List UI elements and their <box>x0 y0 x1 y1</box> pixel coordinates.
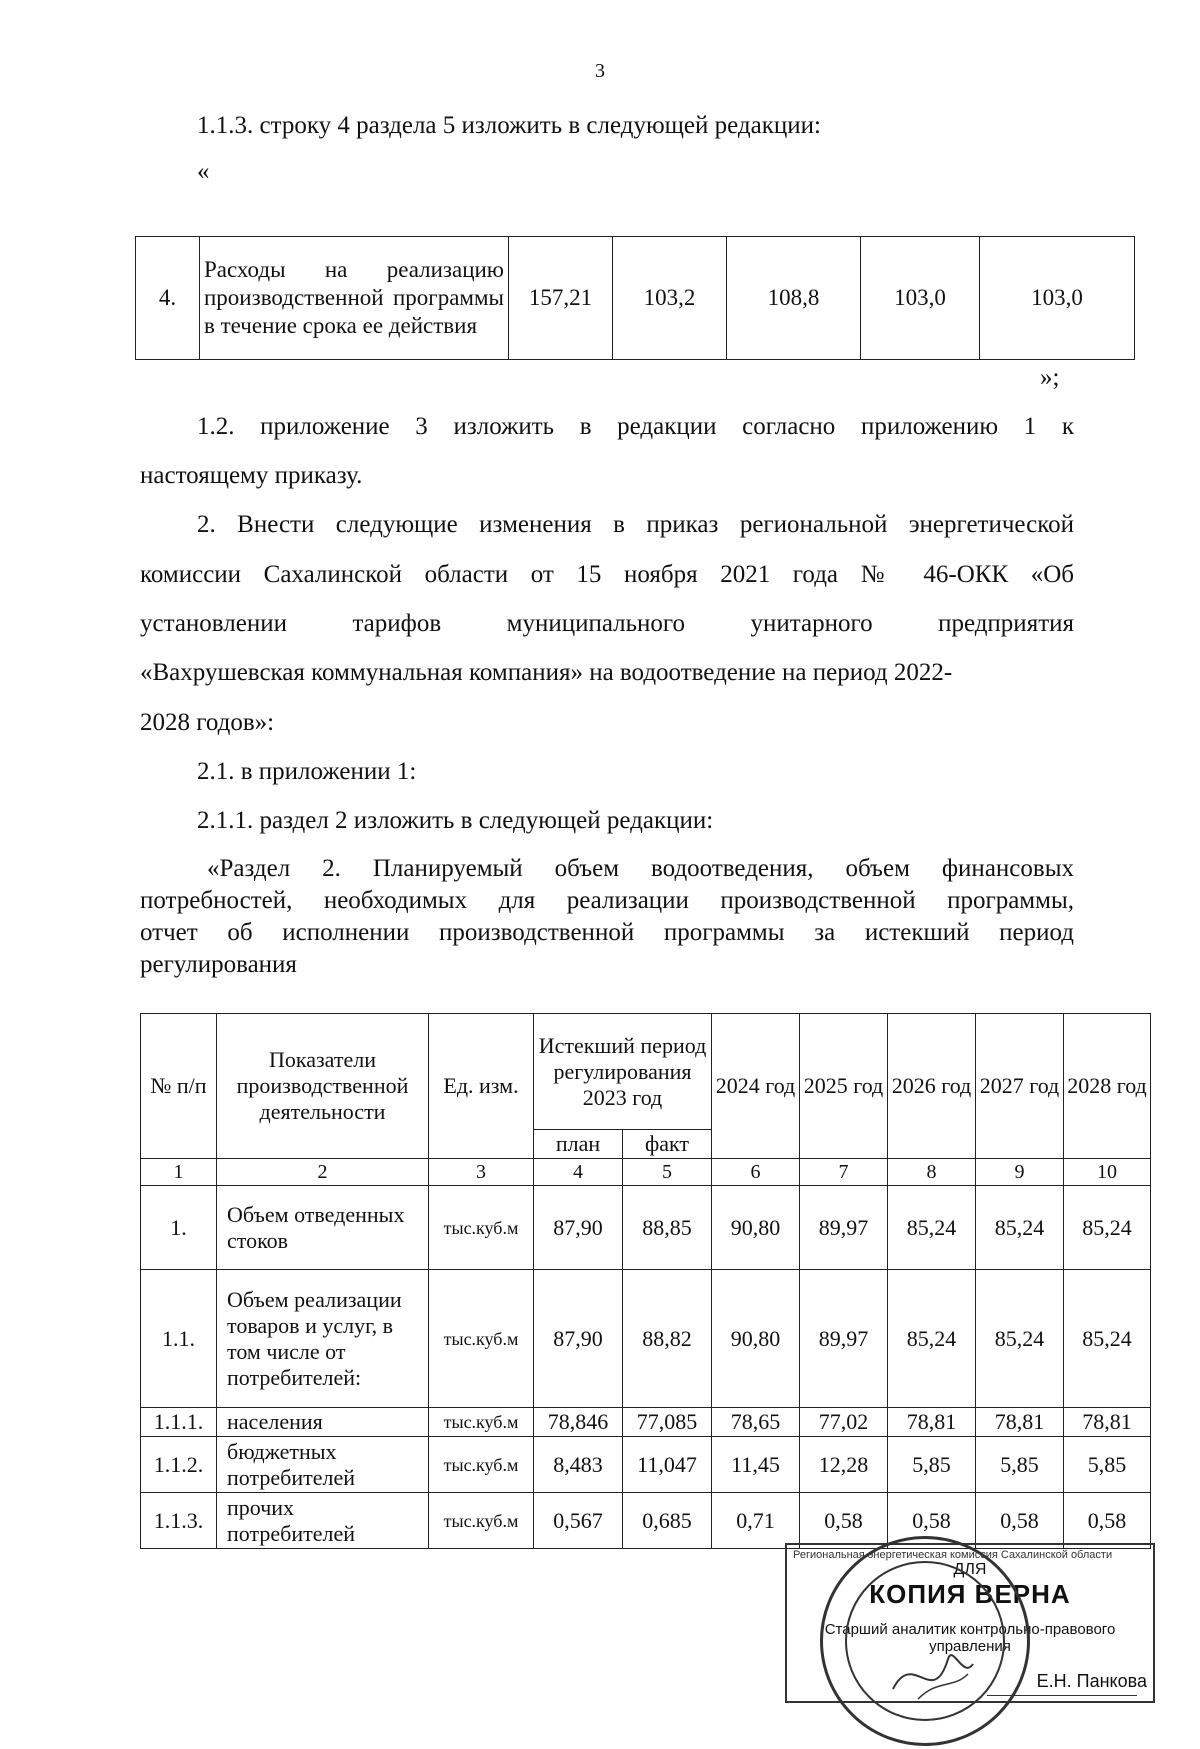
table-row <box>141 1270 1151 1408</box>
paragraph-2-line5: 2028 годов»: <box>140 709 275 736</box>
header-unit: Ед. изм. <box>429 1014 534 1159</box>
value-cell: 88,82 <box>623 1270 712 1408</box>
value-cell: 78,81 <box>1064 1408 1151 1437</box>
column-number: 1 <box>141 1159 217 1186</box>
header-indicator: Показатели производственной деятельности <box>217 1014 429 1159</box>
header-2026: 2026 год <box>888 1014 976 1159</box>
section-title-line1: «Раздел 2. Планируемый объем водоотведения, объем финансовых <box>207 855 1074 882</box>
table-row <box>141 1186 1151 1270</box>
official-seal <box>820 1536 1030 1746</box>
quote-open: « <box>197 158 210 185</box>
paragraph-2-line3: установлении тарифов муниципального унитарного предприятия <box>140 610 1074 637</box>
table-header-row <box>141 1014 1151 1130</box>
table-row <box>136 237 1135 360</box>
column-number: 10 <box>1064 1159 1151 1186</box>
value-cell: 89,97 <box>800 1186 888 1270</box>
value-cell: 0,58 <box>888 1493 976 1549</box>
value-cell: 8,483 <box>534 1437 623 1493</box>
value-cell: 85,24 <box>976 1186 1064 1270</box>
value-cell: 85,24 <box>888 1270 976 1408</box>
paragraph-2-line2: комиссии Сахалинской области от 15 ноября 2021 года № 46-ОКК «Об <box>140 561 1074 588</box>
value-cell: 0,58 <box>1064 1493 1151 1549</box>
stamp-name: Е.Н. Панкова <box>1036 1671 1147 1691</box>
value-cell: 78,81 <box>976 1408 1064 1437</box>
value-cell: 157,21 <box>509 237 613 360</box>
row-unit: тыс.куб.м <box>429 1270 534 1408</box>
value-cell: 85,24 <box>1064 1186 1151 1270</box>
row-description: Расходы на реализацию производственной программы в течение срока ее действия <box>200 237 509 360</box>
value-cell: 85,24 <box>1064 1270 1151 1408</box>
value-cell: 11,047 <box>623 1437 712 1493</box>
paragraph-1-2-line1: 1.2. приложение 3 изложить в редакции согласно приложению 1 к <box>197 413 1074 440</box>
value-cell: 5,85 <box>1064 1437 1151 1493</box>
table-row <box>141 1408 1151 1437</box>
stamp-position: Старший аналитик контрольно-правового управления <box>824 1621 1116 1655</box>
value-cell: 5,85 <box>888 1437 976 1493</box>
header-period: Истекший период регулирования 2023 год <box>534 1014 712 1130</box>
header-2028: 2028 год <box>1064 1014 1151 1159</box>
value-cell: 90,80 <box>712 1270 800 1408</box>
header-fact: факт <box>623 1130 712 1159</box>
value-cell: 0,685 <box>623 1493 712 1549</box>
paragraph-2-1-1: 2.1.1. раздел 2 изложить в следующей редакции: <box>197 807 714 834</box>
value-cell: 0,58 <box>976 1493 1064 1549</box>
value-cell: 87,90 <box>534 1270 623 1408</box>
stamp-for: ДЛЯ <box>953 1561 987 1578</box>
paragraph-2-line1: 2. Внести следующие изменения в приказ региональной энергетической <box>197 511 1074 538</box>
row-indicator: Объем отведенных стоков <box>217 1186 429 1270</box>
row-unit: тыс.куб.м <box>429 1186 534 1270</box>
value-cell: 5,85 <box>976 1437 1064 1493</box>
row-indicator: Объем реализации товаров и услуг, в том числе от потребителей: <box>217 1270 429 1408</box>
value-cell: 89,97 <box>800 1270 888 1408</box>
row-unit: тыс.куб.м <box>429 1493 534 1549</box>
value-cell: 12,28 <box>800 1437 888 1493</box>
column-number: 5 <box>623 1159 712 1186</box>
header-num: № п/п <box>141 1014 217 1159</box>
row-number: 1.1. <box>141 1270 217 1408</box>
table-row <box>141 1437 1151 1493</box>
value-cell: 77,085 <box>623 1408 712 1437</box>
quote-close: »; <box>1040 364 1060 391</box>
row-indicator: прочих потребителей <box>217 1493 429 1549</box>
value-cell: 0,71 <box>712 1493 800 1549</box>
paragraph-1-2-line2: настоящему приказу. <box>140 462 363 489</box>
value-cell: 78,846 <box>534 1408 623 1437</box>
row-number: 1. <box>141 1186 217 1270</box>
column-number: 8 <box>888 1159 976 1186</box>
value-cell: 0,567 <box>534 1493 623 1549</box>
paragraph-2-line4: «Вахрушевская коммунальная компания» на водоотведение на период 2022- <box>140 659 953 686</box>
column-number: 9 <box>976 1159 1064 1186</box>
row-number: 1.1.1. <box>141 1408 217 1437</box>
paragraph-2-1: 2.1. в приложении 1: <box>197 758 417 785</box>
header-2024: 2024 год <box>712 1014 800 1159</box>
stamp-organization: Региональная энергетическая комиссия Сахалинской области <box>793 1549 1113 1561</box>
header-2027: 2027 год <box>976 1014 1064 1159</box>
value-cell: 90,80 <box>712 1186 800 1270</box>
section-title-line3: отчет об исполнении производственной программы за истекший период <box>140 919 1074 946</box>
section-title-line4: регулирования <box>140 951 297 978</box>
value-cell: 87,90 <box>534 1186 623 1270</box>
paragraph-1-1-3: 1.1.3. строку 4 раздела 5 изложить в следующей редакции: <box>197 112 821 139</box>
page-number: 3 <box>595 60 605 82</box>
value-cell: 103,2 <box>613 237 727 360</box>
value-cell: 78,65 <box>712 1408 800 1437</box>
row-number: 4. <box>136 237 200 360</box>
column-number: 3 <box>429 1159 534 1186</box>
row-unit: тыс.куб.м <box>429 1408 534 1437</box>
value-cell: 103,0 <box>980 237 1135 360</box>
row-unit: тыс.куб.м <box>429 1437 534 1493</box>
value-cell: 0,58 <box>800 1493 888 1549</box>
header-plan: план <box>534 1130 623 1159</box>
value-cell: 78,81 <box>888 1408 976 1437</box>
row-indicator: бюджетных потребителей <box>217 1437 429 1493</box>
value-cell: 108,8 <box>727 237 861 360</box>
table-section2 <box>140 1013 1151 1549</box>
stamp-title: КОПИЯ ВЕРНА <box>869 1579 1071 1609</box>
column-number: 2 <box>217 1159 429 1186</box>
seal-signature-icon <box>823 1539 1033 1749</box>
table-section5-row4 <box>135 236 1135 360</box>
value-cell: 88,85 <box>623 1186 712 1270</box>
row-number: 1.1.2. <box>141 1437 217 1493</box>
column-number: 7 <box>800 1159 888 1186</box>
row-indicator: населения <box>217 1408 429 1437</box>
column-number: 4 <box>534 1159 623 1186</box>
value-cell: 103,0 <box>861 237 980 360</box>
value-cell: 85,24 <box>976 1270 1064 1408</box>
header-2025: 2025 год <box>800 1014 888 1159</box>
value-cell: 85,24 <box>888 1186 976 1270</box>
section-title-line2: потребностей, необходимых для реализации производственной программы, <box>140 887 1074 914</box>
column-number: 6 <box>712 1159 800 1186</box>
column-number-row <box>141 1159 1151 1186</box>
value-cell: 77,02 <box>800 1408 888 1437</box>
value-cell: 11,45 <box>712 1437 800 1493</box>
row-number: 1.1.3. <box>141 1493 217 1549</box>
